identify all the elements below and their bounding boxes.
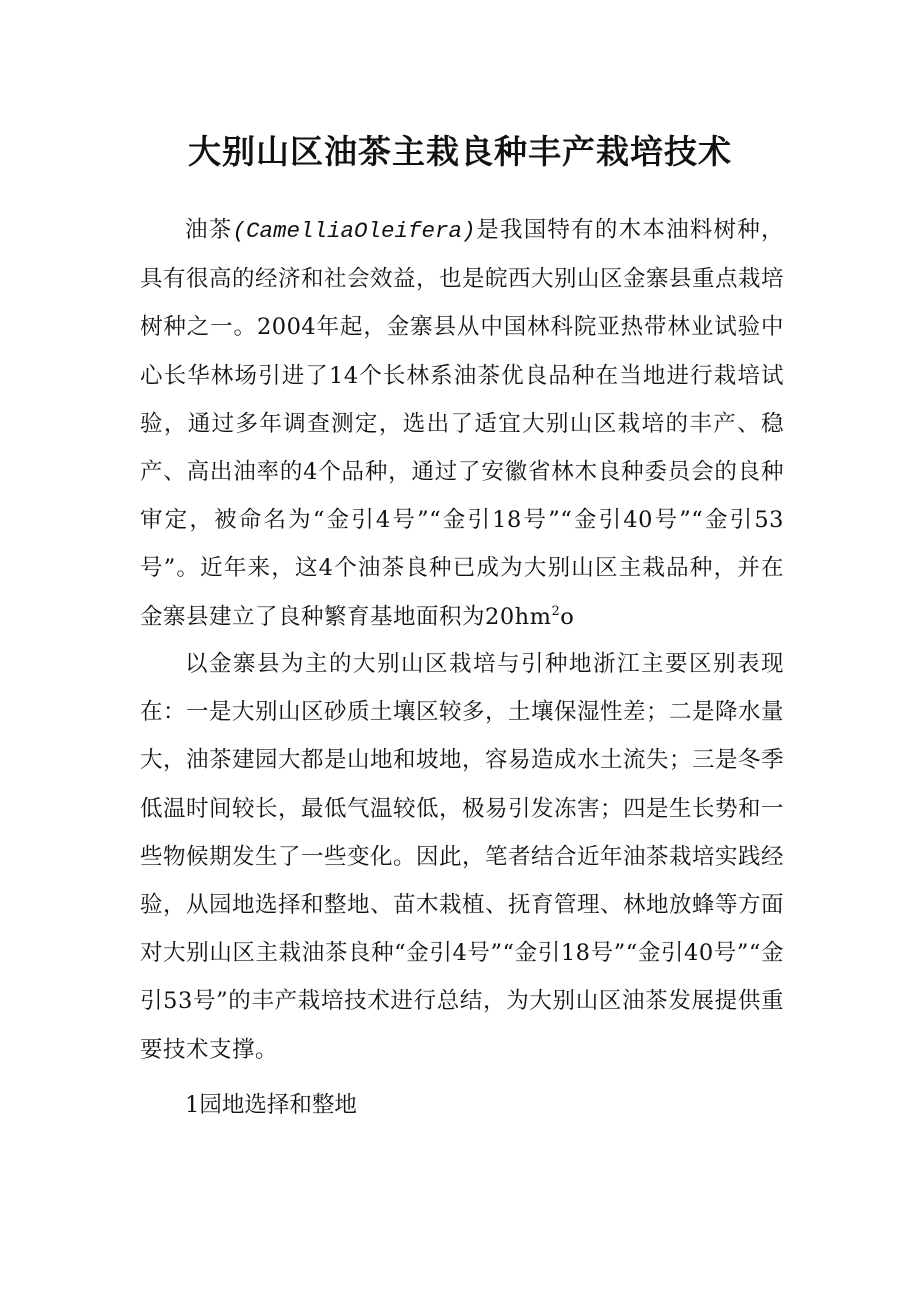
paragraph-intro-end: o [560, 603, 575, 630]
paragraph-intro-start: 油茶 [185, 217, 233, 243]
document-title: 大别山区油茶主栽良种丰产栽培技术 [188, 132, 732, 171]
paragraph-differences: 以金寨县为主的大别山区栽培与引种地浙江主要区别表现在：一是大别山区砂质土壤区较多，土壤保湿性差；二是降水量大，油茶建园大都是山地和坡地，容易造成水土流失；三是冬季低温时间较长，最低气温较低，极易引发冻害；四是生长势和一些物候期发生了一些变化。因此，笔者结合近年油茶栽培实践经验，从园地选择和整地、苗木栽植、抚育管理、林地放蜂等方面对大别山区主栽油茶良种“金引4号”“金引18号”“金引40号”“金引53号”的丰产栽培技术进行总结，为大别山区油茶发展提供重要技术支撑。 [140, 651, 785, 1063]
section-heading-1: 1园地选择和整地 [185, 1092, 357, 1118]
paragraph-intro [140, 206, 784, 641]
paragraph-intro-body: 是我国特有的木本油料树种，具有很高的经济和社会效益，也是皖西大别山区金寨县重点栽培树种之一。2004年起，金寨县从中国林科院亚热带林业试验中心长华林场引进了14个长林系油茶优良品种在当地进行栽培试验，通过多年调查测定，选出了适宜大别山区栽培的丰产、稳产、高出油率的4个品种，通过了安徽省林木良种委员会的良种审定，被命名为“金引4号”“金引18号”“金引40号”“金引53号”。近年来，这4个油茶良种已成为大别山区主栽品种，并在金寨县建立了良种繁育基地面积为20hm [140, 217, 785, 630]
latin-species-name: (CamelliaOleifera) [232, 218, 476, 244]
area-unit-superscript: 2 [551, 603, 561, 619]
